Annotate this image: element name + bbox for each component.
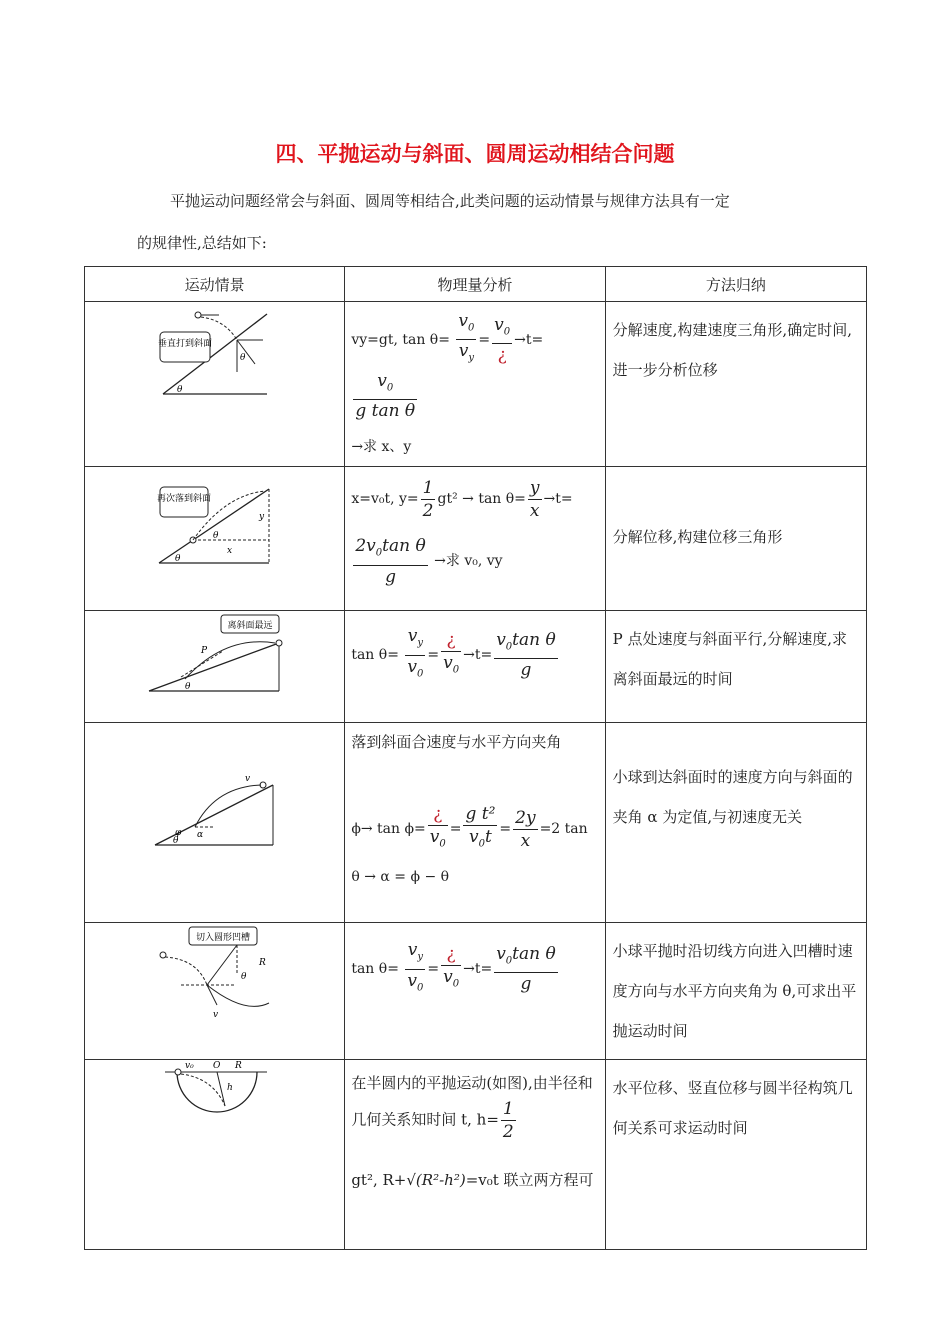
method-cell: 分解速度,构建速度三角形,确定时间,进一步分析位移 <box>605 302 866 467</box>
analysis-cell: x=v₀t, y= $\frac{1}{2}$ gt² → tan θ= $\frac{y}{x}$ →t= $\frac{2v_0\tan \theta}{g}$ →求 v₀, vy <box>345 467 605 611</box>
section-title: 四、平抛运动与斜面、圆周运动相结合问题 <box>275 142 675 166</box>
table-row <box>85 467 867 611</box>
header-scene: 运动情景 <box>85 267 345 302</box>
svg-text:θ: θ <box>185 682 191 693</box>
figure-semicircle <box>85 1060 345 1250</box>
svg-text:y: y <box>259 512 265 523</box>
table-row <box>85 723 867 923</box>
svg-text:R: R <box>235 1061 242 1072</box>
circular-groove-diagram <box>85 923 345 1043</box>
table-header-row <box>85 267 867 302</box>
svg-text:θ: θ <box>175 554 181 565</box>
incline-landing-diagram <box>85 467 345 611</box>
analysis-cell: vy=gt, tan θ= $\frac{v_0}{v_y}$ = $\frac{v_0}{¿}$ →t= $\frac{v_0}{\text{g tan θ}}$ →求 x、y <box>345 302 605 467</box>
intro-line-1: 平抛运动问题经常会与斜面、圆周等相结合,此类问题的运动情景与规律方法具有一定 <box>170 192 730 210</box>
figure-groove <box>85 923 345 1060</box>
svg-text:v₀: v₀ <box>185 1061 194 1072</box>
semicircle-diagram <box>85 1060 345 1250</box>
svg-text:R: R <box>259 958 266 969</box>
svg-text:θ: θ <box>177 385 183 395</box>
svg-text:x: x <box>227 546 233 557</box>
method-cell: 分解位移,构建位移三角形 <box>605 467 866 611</box>
figure-label: 垂直打到斜面 <box>157 339 213 349</box>
svg-text:φ: φ <box>175 828 182 839</box>
figure-farthest <box>85 611 345 723</box>
method-cell: 小球平抛时沿切线方向进入凹槽时速度方向与水平方向夹角为 θ,可求出平抛运动时间 <box>605 923 866 1060</box>
incline-perpendicular-diagram <box>85 302 345 430</box>
figure-label: 离斜面最远 <box>227 621 273 632</box>
intro-line-2: 的规律性,总结如下: <box>137 234 267 252</box>
svg-text:v: v <box>245 774 251 785</box>
svg-text:θ: θ <box>241 972 247 983</box>
svg-text:P: P <box>201 646 208 657</box>
method-cell: P 点处速度与斜面平行,分解速度,求离斜面最远的时间 <box>605 611 866 723</box>
summary-table <box>84 266 867 1250</box>
svg-text:α: α <box>197 830 204 841</box>
analysis-cell: tan θ= $\frac{v_y}{v_0}$ = $\frac{¿}{v_0}$ →t= $\frac{v_0\tan \theta}{g}$ <box>345 611 605 723</box>
incline-angle-diagram <box>85 723 345 923</box>
method-cell: 水平位移、竖直位移与圆半径构筑几何关系可求运动时间 <box>605 1060 866 1250</box>
svg-text:θ: θ <box>240 353 246 363</box>
figure-label: 再次落到斜面 <box>156 494 212 505</box>
figure-angle <box>85 723 345 923</box>
svg-text:h: h <box>227 1083 233 1094</box>
table-row <box>85 1060 867 1250</box>
method-cell: 小球到达斜面时的速度方向与斜面的夹角 α 为定值,与初速度无关 <box>605 723 866 923</box>
analysis-cell: 落到斜面合速度与水平方向夹角 ϕ→ tan ϕ= $\frac{¿}{v_0}$ = $\frac{\text{g t²}}{v_0t}$ = $\frac{2y}{x}$ =2 tan θ → α = ϕ − θ <box>345 723 605 923</box>
figure-label: 切入圆形凹槽 <box>195 933 251 944</box>
table-row <box>85 923 867 1060</box>
figure-land-again <box>85 467 345 611</box>
header-method: 方法归纳 <box>605 267 866 302</box>
svg-text:θ: θ <box>213 531 219 542</box>
header-analysis: 物理量分析 <box>345 267 605 302</box>
analysis-cell: tan θ= $\frac{v_y}{v_0}$ = $\frac{¿}{v_0}$ →t= $\frac{v_0\tan \theta}{g}$ <box>345 923 605 1060</box>
figure-perpendicular-hit <box>85 302 345 467</box>
table-row <box>85 302 867 467</box>
analysis-cell: 在半圆内的平抛运动(如图),由半径和几何关系知时间 t, h= $\frac{1}{2}$ gt², R+√(R²-h²)=v₀t 联立两方程可 <box>345 1060 605 1250</box>
svg-text:O: O <box>213 1061 221 1072</box>
svg-text:θ: θ <box>173 836 179 847</box>
incline-farthest-diagram <box>85 611 345 723</box>
svg-text:v: v <box>213 1010 219 1021</box>
table-row <box>85 611 867 723</box>
